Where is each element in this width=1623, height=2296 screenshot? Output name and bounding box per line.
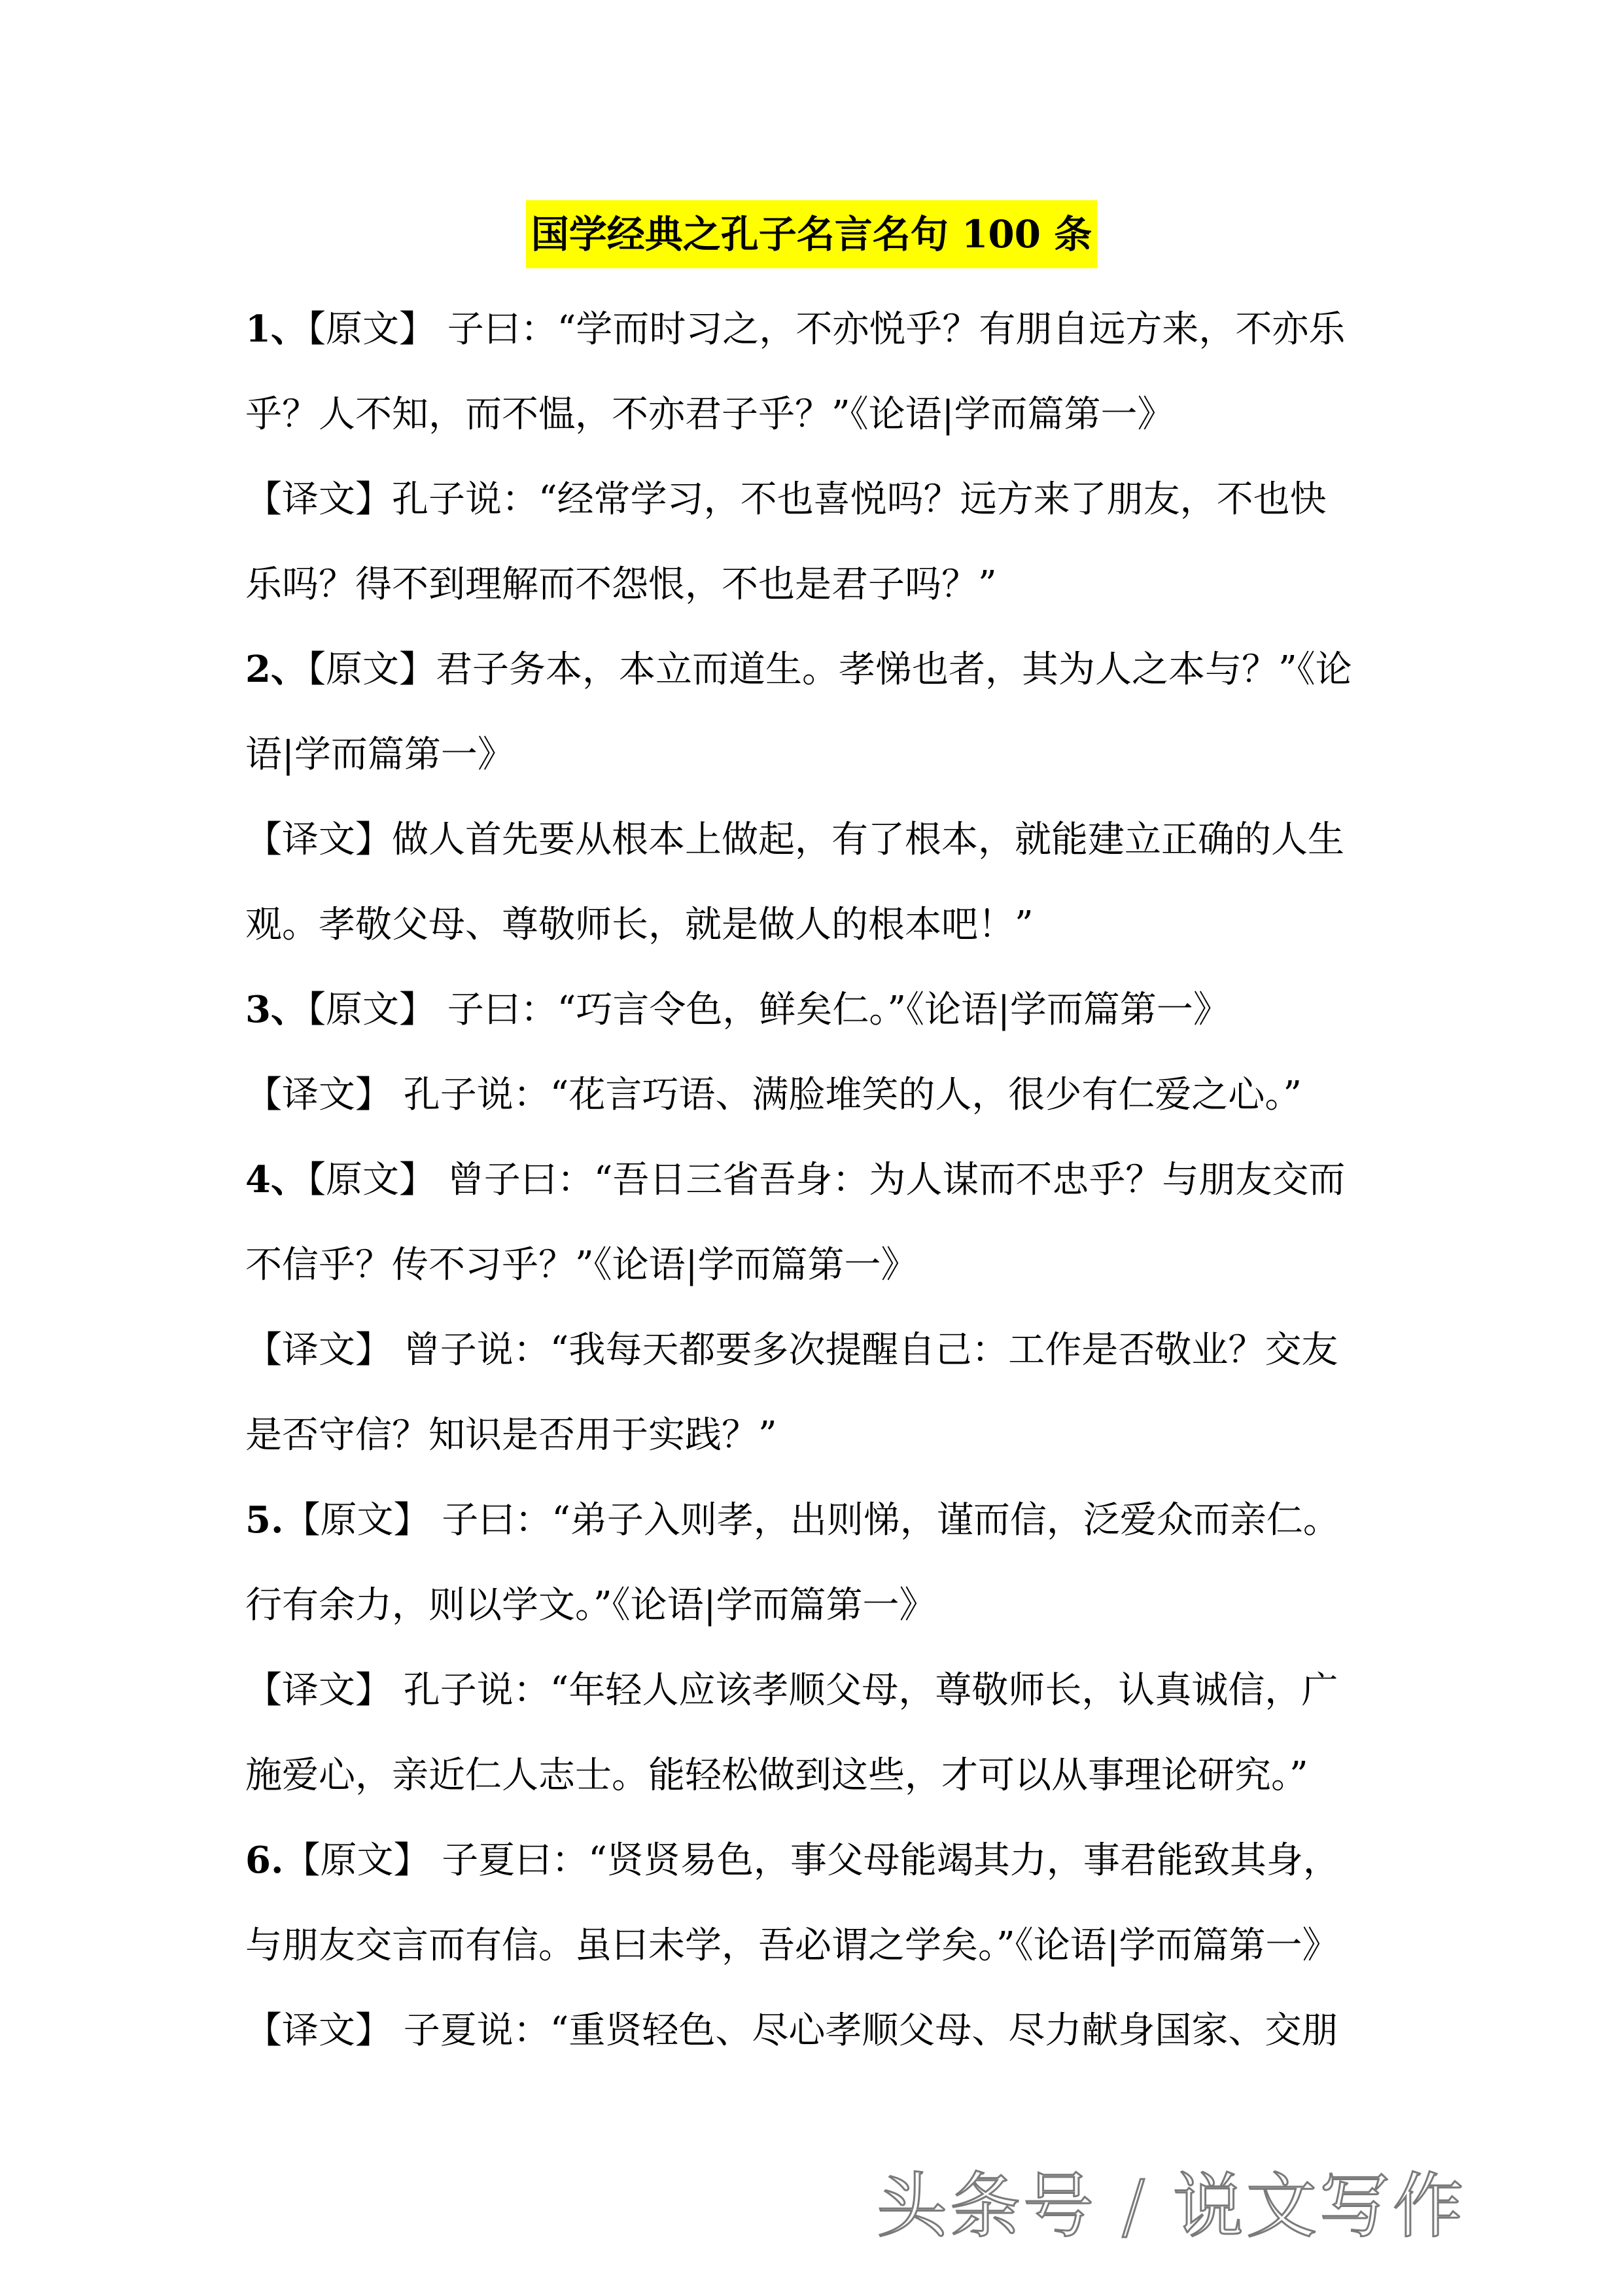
line-text: 【译文】做人首先要从根本上做起，有了根本，就能建立正确的人生 — [245, 819, 1344, 861]
line-text: 【原文】 曾子曰：“吾日三省吾身：为人谋而不忠乎？与朋友交而 — [307, 1159, 1346, 1201]
text-line — [245, 1563, 1397, 1648]
line-text: 【译文】 孔子说：“花言巧语、满脸堆笑的人，很少有仁爱之心。” — [245, 1074, 1302, 1116]
line-text: 【原文】 子曰：“巧言令色，鲜矣仁。”《论语|学而篇第一》 — [307, 989, 1230, 1031]
text-line — [245, 1818, 1397, 1903]
line-text: 施爱心，亲近仁人志士。能轻松做到这些，才可以从事理论研究。” — [245, 1754, 1308, 1797]
document-body — [245, 287, 1397, 2073]
line-text: 行有余力，则以学文。”《论语|学而篇第一》 — [245, 1584, 936, 1627]
text-line — [245, 1988, 1397, 2073]
line-text: 与朋友交言而有信。虽曰未学，吾必谓之学矣。”《论语|学而篇第一》 — [245, 1924, 1339, 1967]
text-line — [245, 1648, 1397, 1733]
item-number: 1、 — [245, 308, 307, 351]
line-text: 语|学而篇第一》 — [245, 733, 514, 776]
text-line — [245, 1903, 1397, 1988]
line-text: 观。孝敬父母、尊敬师长，就是做人的根本吧！” — [245, 904, 1034, 946]
line-text: 不信乎？传不习乎？”《论语|学而篇第一》 — [245, 1244, 918, 1286]
text-line — [245, 287, 1397, 372]
item-number: 2、 — [245, 648, 307, 691]
text-line — [245, 1052, 1397, 1137]
watermark-text: 头条号 / 说文写作 — [877, 2166, 1467, 2248]
item-number: 5. — [245, 1498, 284, 1542]
text-line — [245, 1477, 1397, 1563]
line-text: 【译文】 子夏说：“重贤轻色、尽心孝顺父母、尽力献身国家、交朋 — [245, 2009, 1338, 2052]
text-line — [245, 1733, 1397, 1818]
line-text: 【原文】 子曰：“弟子入则孝，出则悌，谨而信，泛爱众而亲仁。 — [283, 1499, 1340, 1542]
line-text: 是否守信？知识是否用于实践？” — [245, 1414, 777, 1457]
title-container — [0, 200, 1623, 268]
text-line — [245, 1392, 1397, 1477]
text-line — [245, 542, 1397, 627]
document-title: 国学经典之孔子名言名句 100 条 — [526, 200, 1097, 268]
line-text: 【原文】君子务本，本立而道生。孝悌也者，其为人之本与？”《论 — [307, 648, 1352, 691]
line-text: 【原文】 子曰：“学而时习之，不亦悦乎？有朋自远方来，不亦乐 — [307, 308, 1346, 351]
text-line — [245, 1222, 1397, 1307]
item-number: 4、 — [245, 1158, 307, 1201]
line-text: 乐吗？得不到理解而不怨恨，不也是君子吗？” — [245, 563, 997, 606]
text-line — [245, 1307, 1397, 1392]
text-line — [245, 627, 1397, 712]
item-number: 6. — [245, 1839, 284, 1882]
text-line — [245, 797, 1397, 882]
text-line — [245, 1137, 1397, 1222]
line-text: 【译文】 曾子说：“我每天都要多次提醒自己：工作是否敬业？交友 — [245, 1329, 1338, 1371]
line-text: 【译文】 孔子说：“年轻人应该孝顺父母，尊敬师长，认真诚信，广 — [245, 1669, 1338, 1712]
item-number: 3、 — [245, 988, 307, 1031]
text-line — [245, 712, 1397, 797]
line-text: 【原文】 子夏曰：“贤贤易色，事父母能竭其力，事君能致其身， — [283, 1839, 1340, 1882]
text-line — [245, 882, 1397, 967]
line-text: 【译文】孔子说：“经常学习，不也喜悦吗？远方来了朋友，不也快 — [245, 478, 1327, 521]
text-line — [245, 967, 1397, 1052]
text-line — [245, 372, 1397, 457]
line-text: 乎？人不知，而不愠，不亦君子乎？”《论语|学而篇第一》 — [245, 393, 1174, 436]
text-line — [245, 457, 1397, 542]
